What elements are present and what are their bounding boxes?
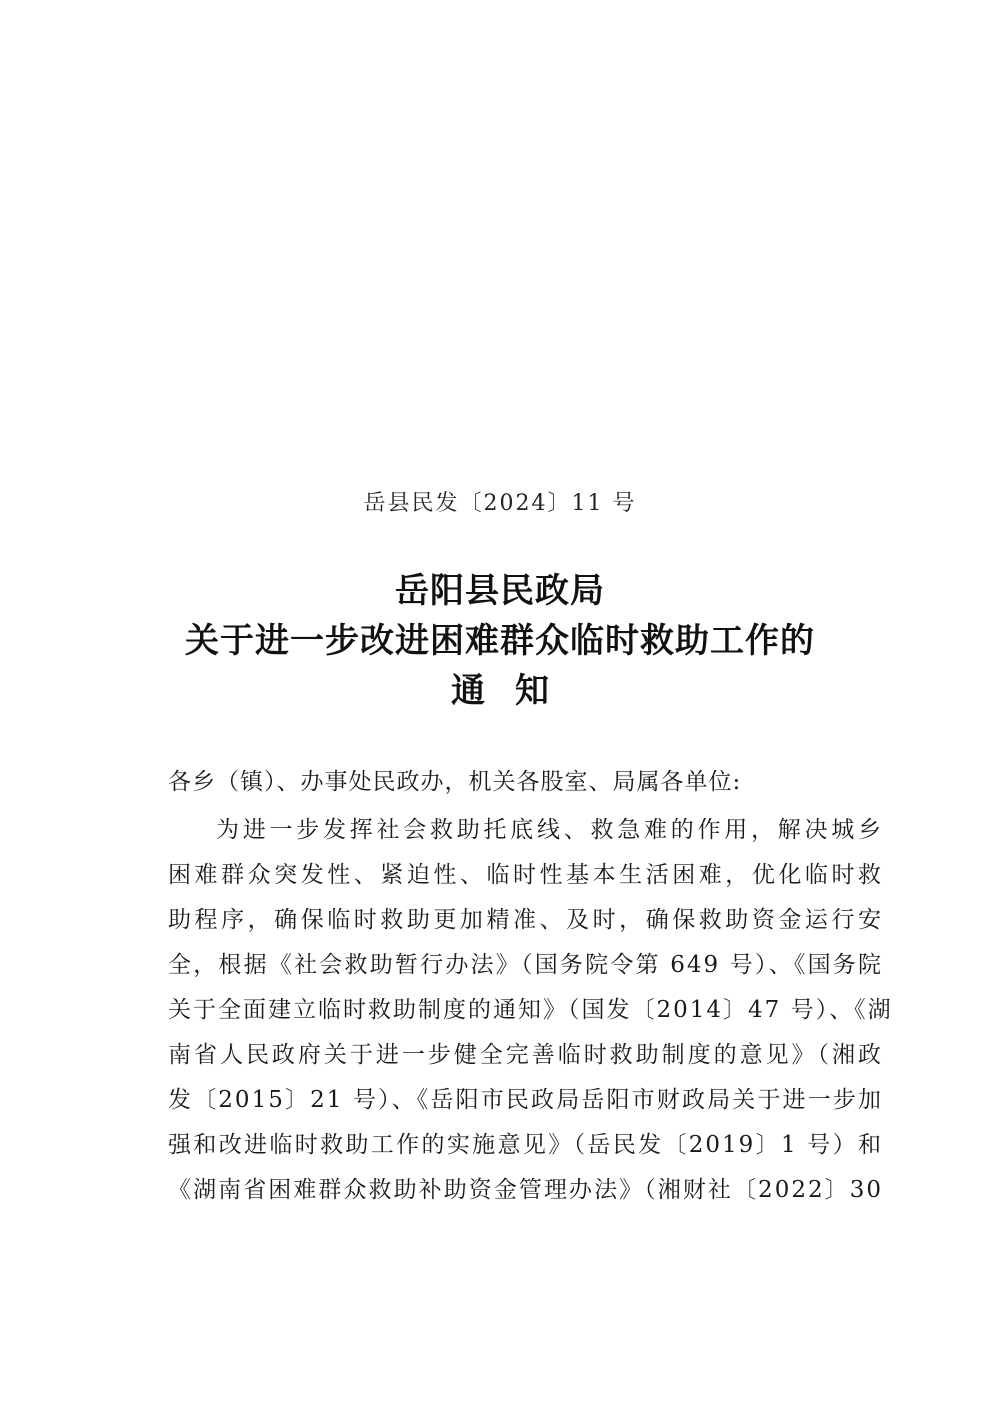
document-title [0, 566, 1000, 716]
title-line-1: 岳阳县民政局 [395, 571, 605, 611]
body-line: 助程序，确保临时救助更加精准、及时，确保救助资金运行安 [168, 907, 883, 933]
body-line: 南省人民政府关于进一步健全完善临时救助制度的意见》（湘政 [168, 1042, 883, 1068]
body-line: 强和改进临时救助工作的实施意见》（岳民发〔2019〕1 号）和 [168, 1132, 883, 1158]
title-line-2: 关于进一步改进困难群众临时救助工作的 [185, 621, 815, 661]
body-line: 《湖南省困难群众救助补助资金管理办法》（湘财社〔2022〕30 [168, 1177, 883, 1203]
addressee: 各乡（镇）、办事处民政办，机关各股室、局属各单位: [168, 769, 742, 795]
body-line: 关于全面建立临时救助制度的通知》（国发〔2014〕47 号）、《湖 [168, 997, 893, 1023]
body-paragraph [168, 810, 893, 1215]
title-line-3: 通知 [451, 671, 579, 711]
body-line: 为进一步发挥社会救助托底线、救急难的作用，解决城乡 [216, 817, 883, 843]
body-line: 发〔2015〕21 号）、《岳阳市民政局岳阳市财政局关于进一步加 [168, 1087, 883, 1113]
document-number: 岳县民发〔2024〕11 号 [363, 491, 637, 516]
body-line: 全，根据《社会救助暂行办法》（国务院令第 649 号）、《国务院 [168, 952, 883, 978]
body-line: 困难群众突发性、紧迫性、临时性基本生活困难，优化临时救 [168, 862, 883, 888]
